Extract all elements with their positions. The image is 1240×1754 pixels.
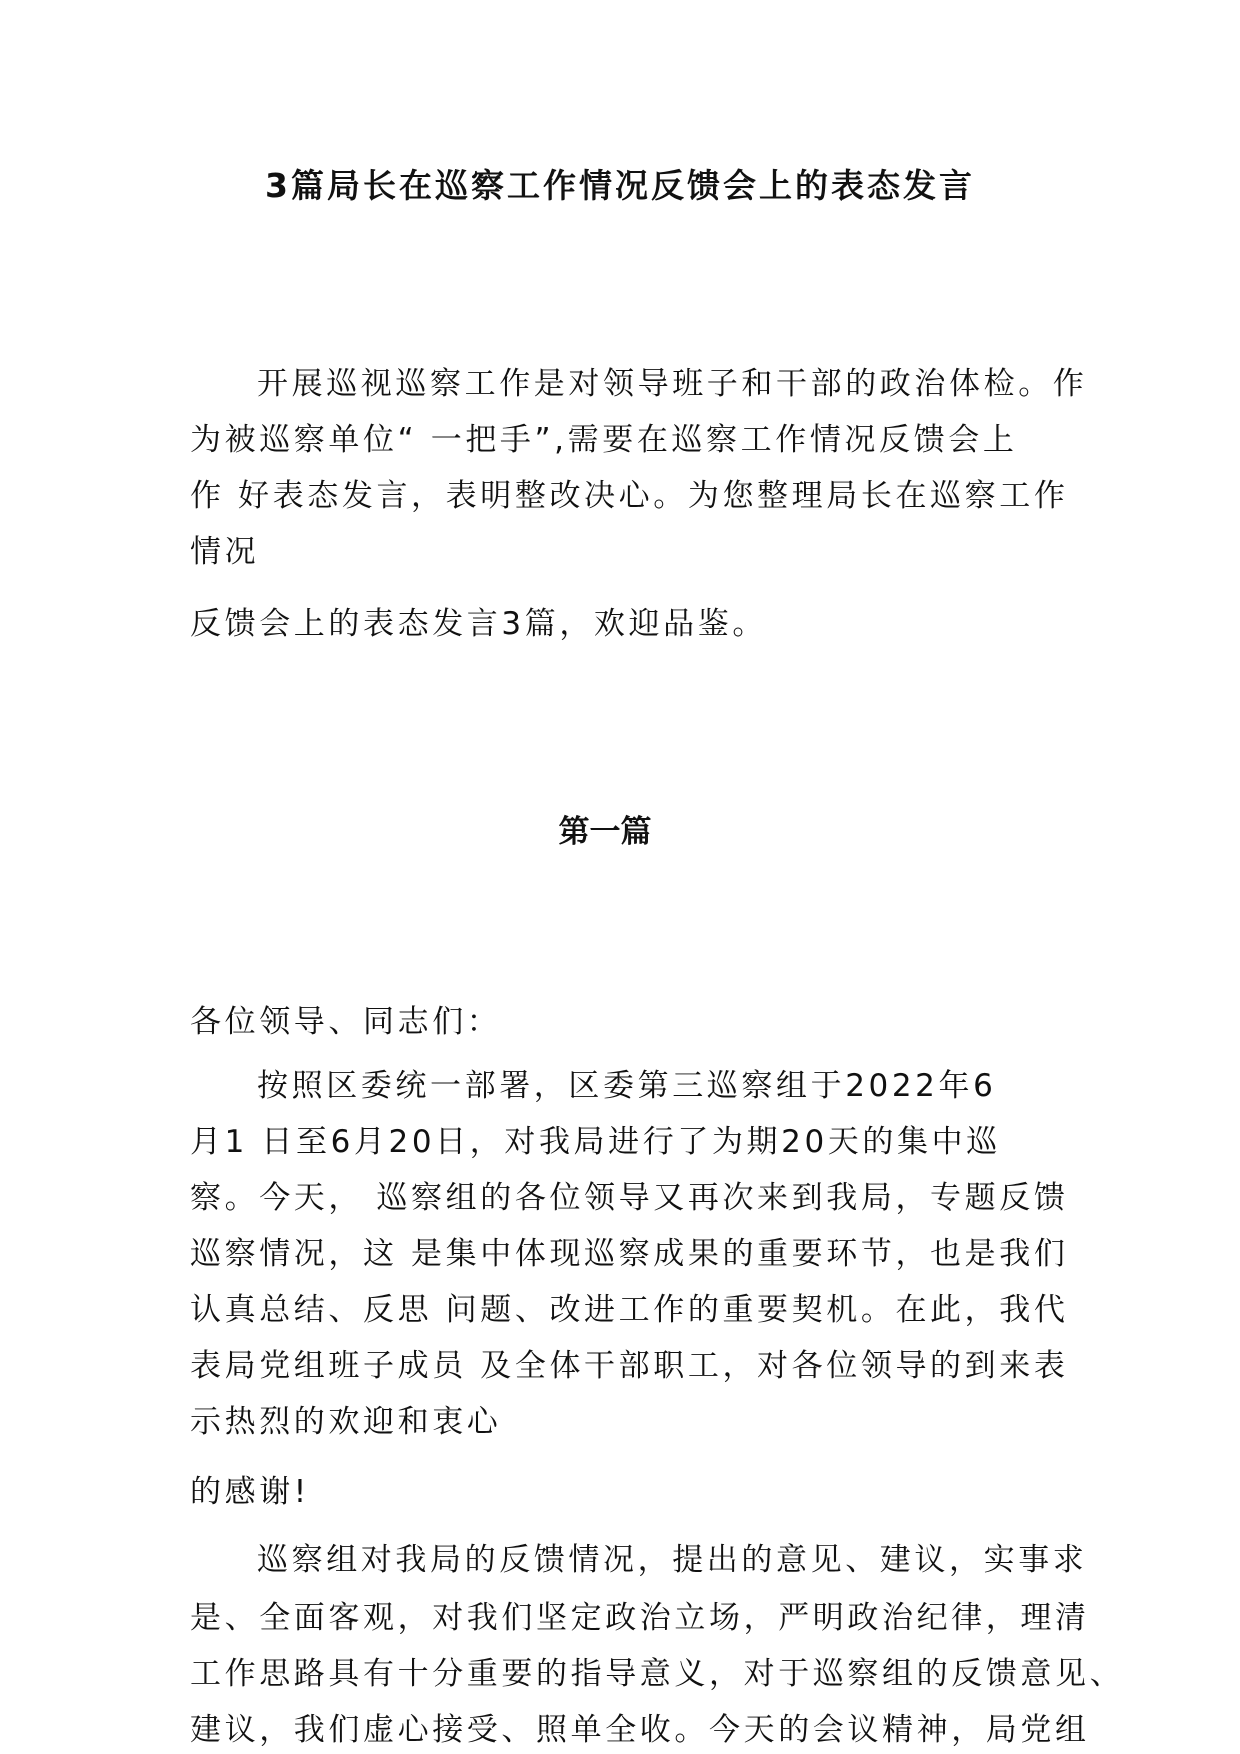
paragraph-line: 工作思路具有十分重要的指导意义，对于巡察组的反馈意见、 <box>190 1656 1125 1692</box>
salutation: 各位领导、同志们： <box>190 1004 502 1040</box>
paragraph-line: 认真总结、反思 问题、改进工作的重要契机。在此，我代 <box>190 1292 1069 1328</box>
document-title: 3篇局长在巡察工作情况反馈会上的表态发言 <box>265 166 975 205</box>
paragraph-line: 巡察组对我局的反馈情况，提出的意见、建议，实事求 <box>257 1542 1088 1578</box>
paragraph-line: 是、全面客观，对我们坚定政治立场，严明政治纪律，理清 <box>190 1600 1090 1636</box>
intro-line: 开展巡视巡察工作是对领导班子和干部的政治体检。作 <box>257 366 1088 402</box>
section-heading: 第一篇 <box>558 814 652 850</box>
paragraph-line: 察。今天， 巡察组的各位领导又再次来到我局，专题反馈 <box>190 1180 1069 1216</box>
paragraph-line: 建议，我们虚心接受、照单全收。今天的会议精神，局党组 <box>190 1712 1090 1748</box>
paragraph-line: 按照区委统一部署，区委第三巡察组于2022年6 <box>257 1068 997 1104</box>
paragraph-line: 的感谢! <box>190 1474 310 1510</box>
paragraph-line: 月1 日至6月20日，对我局进行了为期20天的集中巡 <box>190 1124 1001 1160</box>
intro-line: 情况 <box>190 534 260 570</box>
paragraph-line: 示热烈的欢迎和衷心 <box>190 1404 502 1440</box>
intro-line: 为被巡察单位“ 一把手”,需要在巡察工作情况反馈会上 <box>190 422 1018 458</box>
intro-line: 作 好表态发言，表明整改决心。为您整理局长在巡察工作 <box>190 478 1069 514</box>
intro-line: 反馈会上的表态发言3篇，欢迎品鉴。 <box>190 606 767 642</box>
paragraph-line: 表局党组班子成员 及全体干部职工，对各位领导的到来表 <box>190 1348 1069 1384</box>
paragraph-line: 巡察情况，这 是集中体现巡察成果的重要环节，也是我们 <box>190 1236 1069 1272</box>
